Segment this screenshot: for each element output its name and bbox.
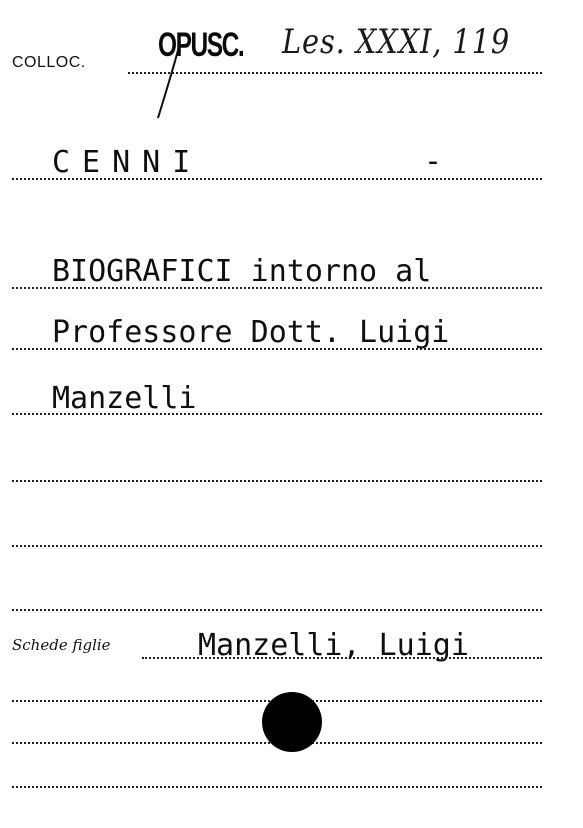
colloc-label: COLLOC.: [12, 54, 86, 71]
colloc-rule: [128, 72, 542, 74]
colloc-stamp: OPUSC.: [158, 26, 244, 64]
pen-stroke-mark: [150, 40, 186, 120]
body-rule-1: [12, 287, 542, 289]
body-line-1: BIOGRAFICI intorno al: [52, 254, 432, 289]
lower-rule-3: [12, 786, 542, 788]
schede-figlie-value: Manzelli, Luigi: [198, 628, 469, 663]
body-line-2: Professore Dott. Luigi: [52, 315, 450, 350]
punch-hole: [262, 692, 322, 752]
empty-rule-1: [12, 480, 542, 482]
heading-dash: -: [424, 144, 443, 179]
schede-rule: [142, 657, 542, 659]
empty-rule-3: [12, 609, 542, 611]
body-line-3: Manzelli: [52, 381, 197, 416]
heading-rule: [12, 178, 542, 180]
empty-rule-2: [12, 545, 542, 547]
colloc-handwritten: Les. XXXI, 119: [282, 22, 511, 62]
body-rule-2: [12, 348, 542, 350]
heading-surname: CENNI: [52, 145, 203, 180]
schede-figlie-label: Schede figlie: [12, 636, 111, 654]
body-rule-3: [12, 413, 542, 415]
